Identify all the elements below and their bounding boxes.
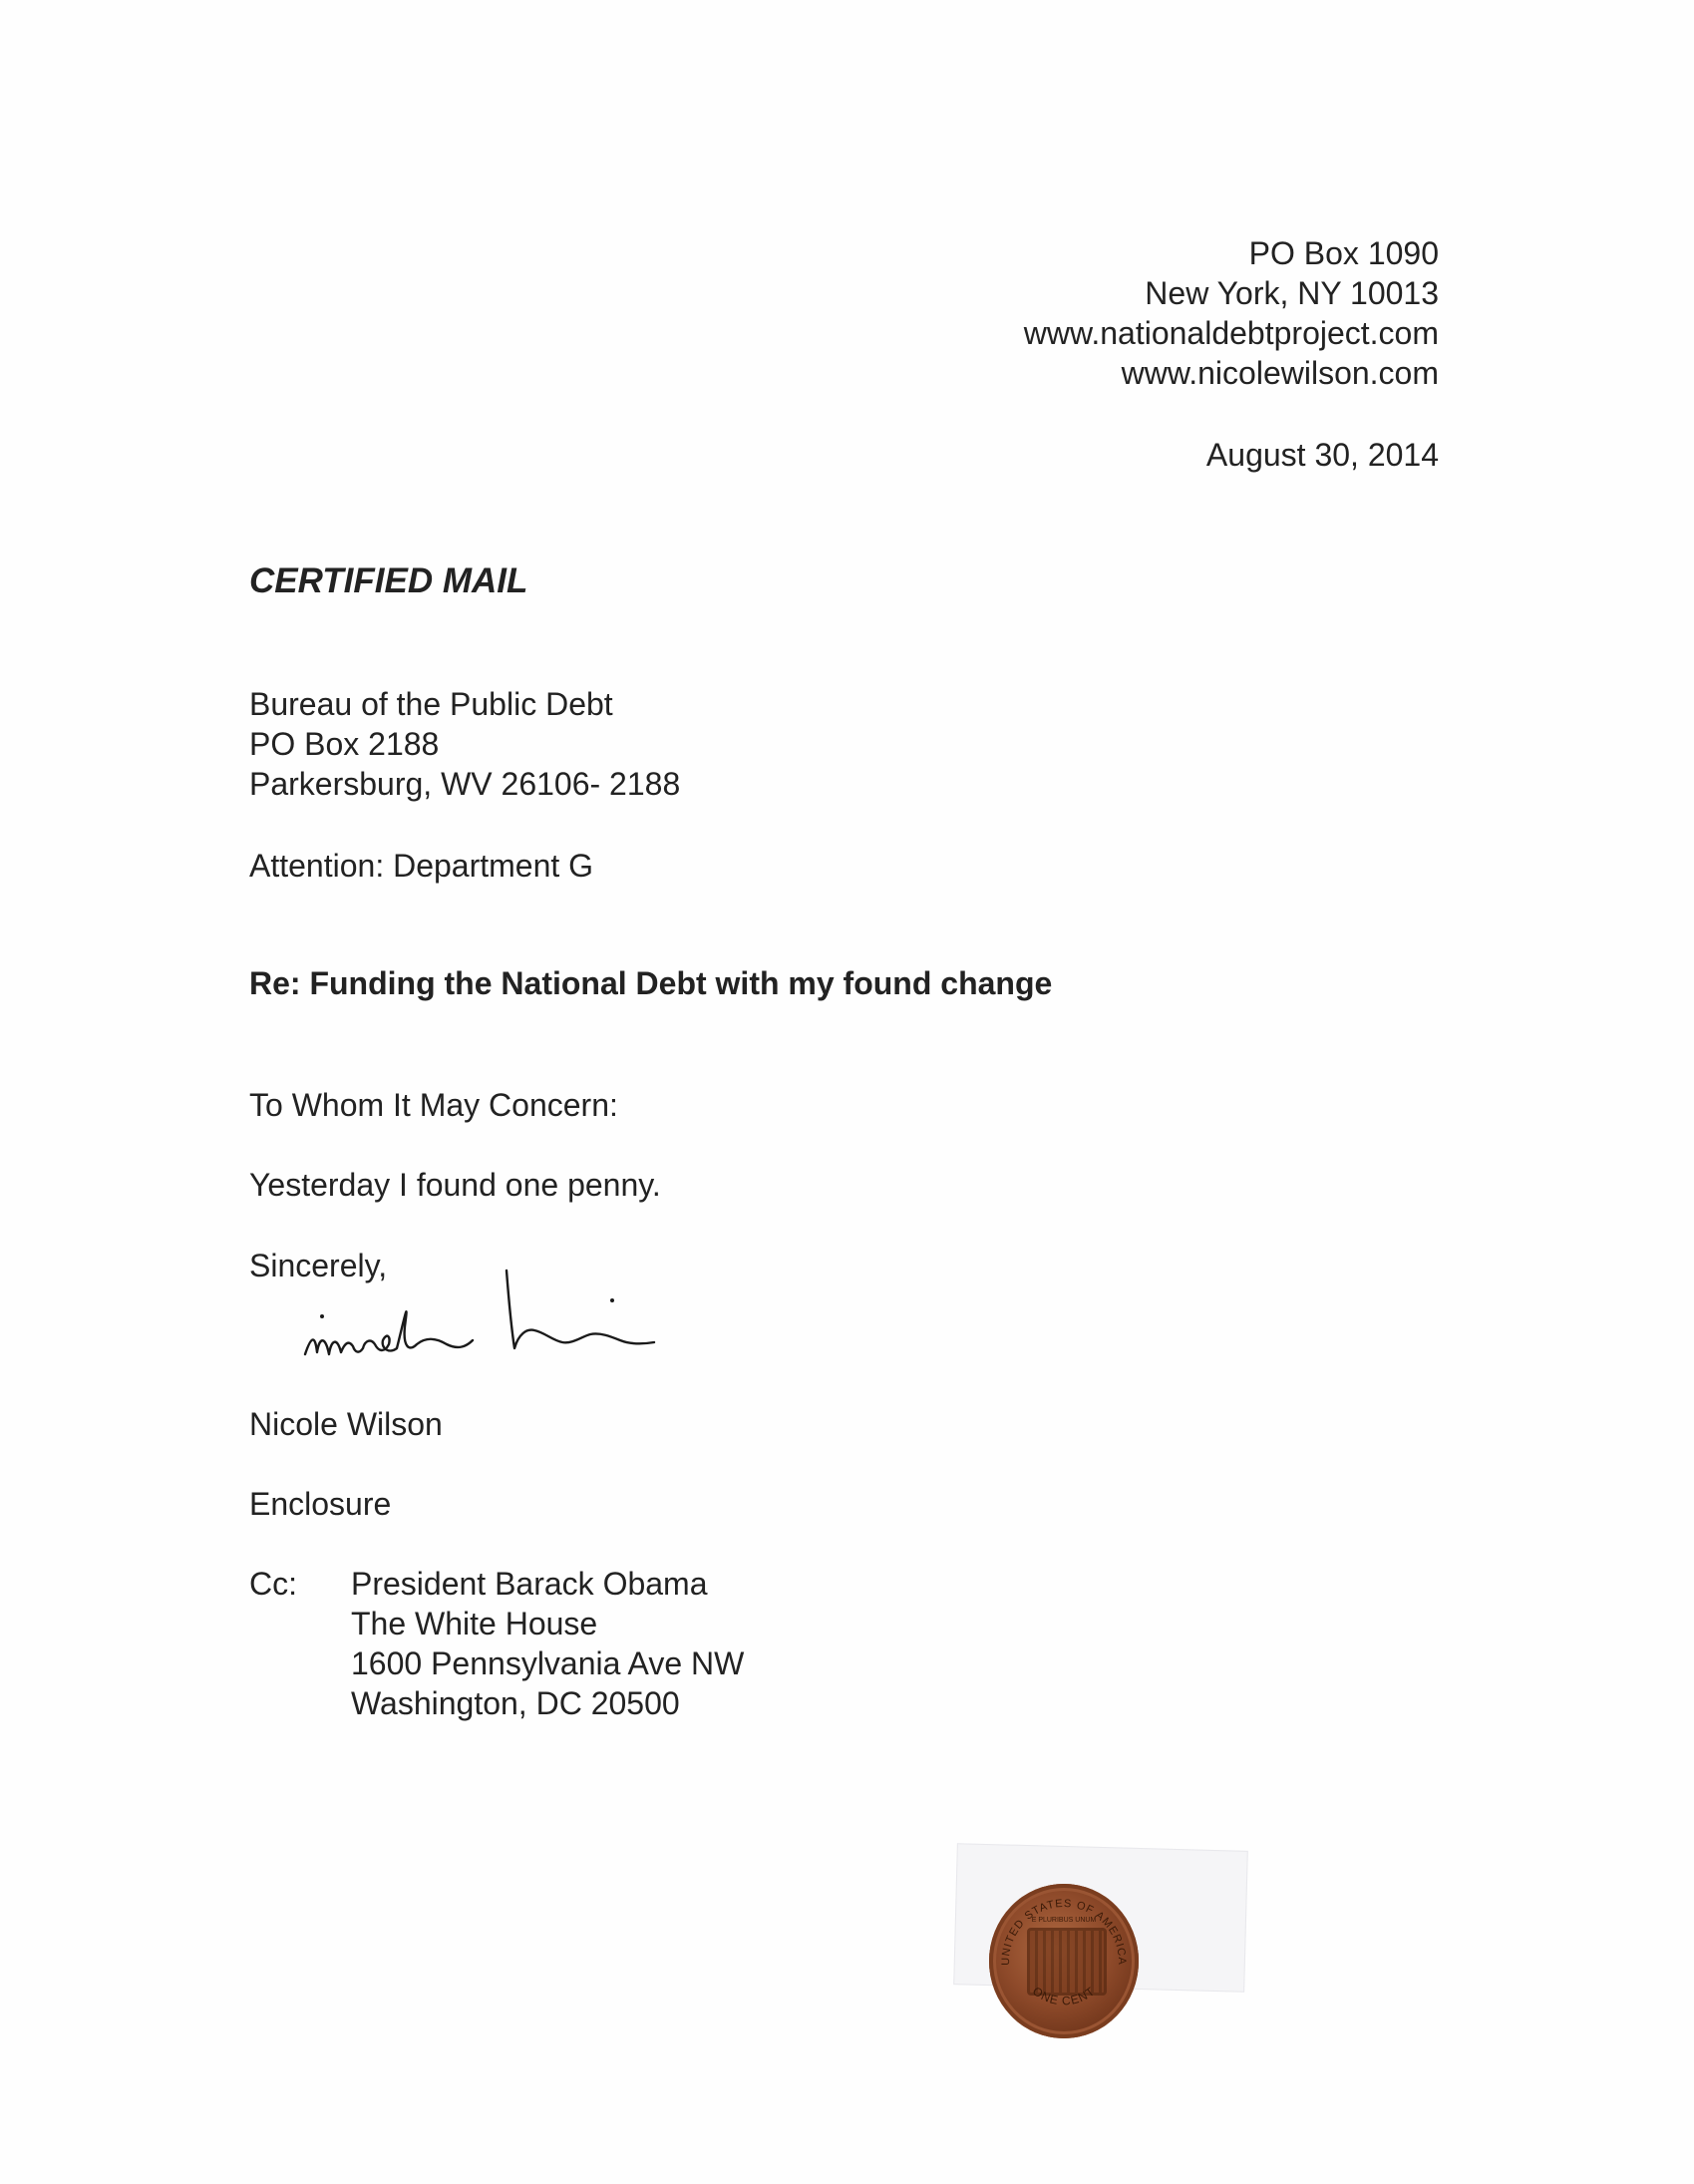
sender-po-box: PO Box 1090 <box>1248 235 1439 271</box>
cc-street: 1600 Pennsylvania Ave NW <box>351 1645 745 1681</box>
closing: Sincerely, <box>249 1248 388 1283</box>
sender-website-1: www.nationaldebtproject.com <box>1023 315 1439 351</box>
certified-mail-heading: CERTIFIED MAIL <box>249 561 528 600</box>
cc-organization: The White House <box>351 1606 598 1641</box>
svg-text:ONE CENT <box>1030 1984 1098 2007</box>
cc-city: Washington, DC 20500 <box>351 1685 680 1721</box>
handwritten-signature <box>297 1257 666 1376</box>
sender-city: New York, NY 10013 <box>1145 275 1439 311</box>
recipient-city: Parkersburg, WV 26106- 2188 <box>249 766 681 802</box>
cc-recipient <box>351 1564 744 1723</box>
svg-text:UNITED STATES OF AMERICA <box>1000 1898 1128 1966</box>
cc-name: President Barack Obama <box>351 1566 708 1602</box>
penny-inscription <box>989 1884 1139 2038</box>
cc-label: Cc: <box>249 1566 297 1602</box>
letter-date: August 30, 2014 <box>1205 437 1439 473</box>
salutation: To Whom It May Concern: <box>249 1087 618 1123</box>
sender-address <box>1024 233 1439 393</box>
penny-coin <box>989 1884 1139 2038</box>
penny-bottom-text: ONE CENT <box>1030 1984 1098 2008</box>
recipient-name: Bureau of the Public Debt <box>249 686 613 722</box>
letter-body: Yesterday I found one penny. <box>249 1167 661 1203</box>
enclosure-note: Enclosure <box>249 1486 392 1522</box>
sender-website-2: www.nicolewilson.com <box>1121 355 1439 391</box>
penny-motto: E PLURIBUS UNUM <box>1031 1917 1097 1924</box>
recipient-po-box: PO Box 2188 <box>249 726 440 762</box>
subject-line: Re: Funding the National Debt with my found change <box>249 965 1053 1001</box>
recipient-address <box>249 684 680 804</box>
signer-name: Nicole Wilson <box>249 1406 443 1442</box>
attention-line: Attention: Department G <box>249 848 594 884</box>
penny-top-text: UNITED STATES OF AMERICA <box>999 1897 1129 1966</box>
